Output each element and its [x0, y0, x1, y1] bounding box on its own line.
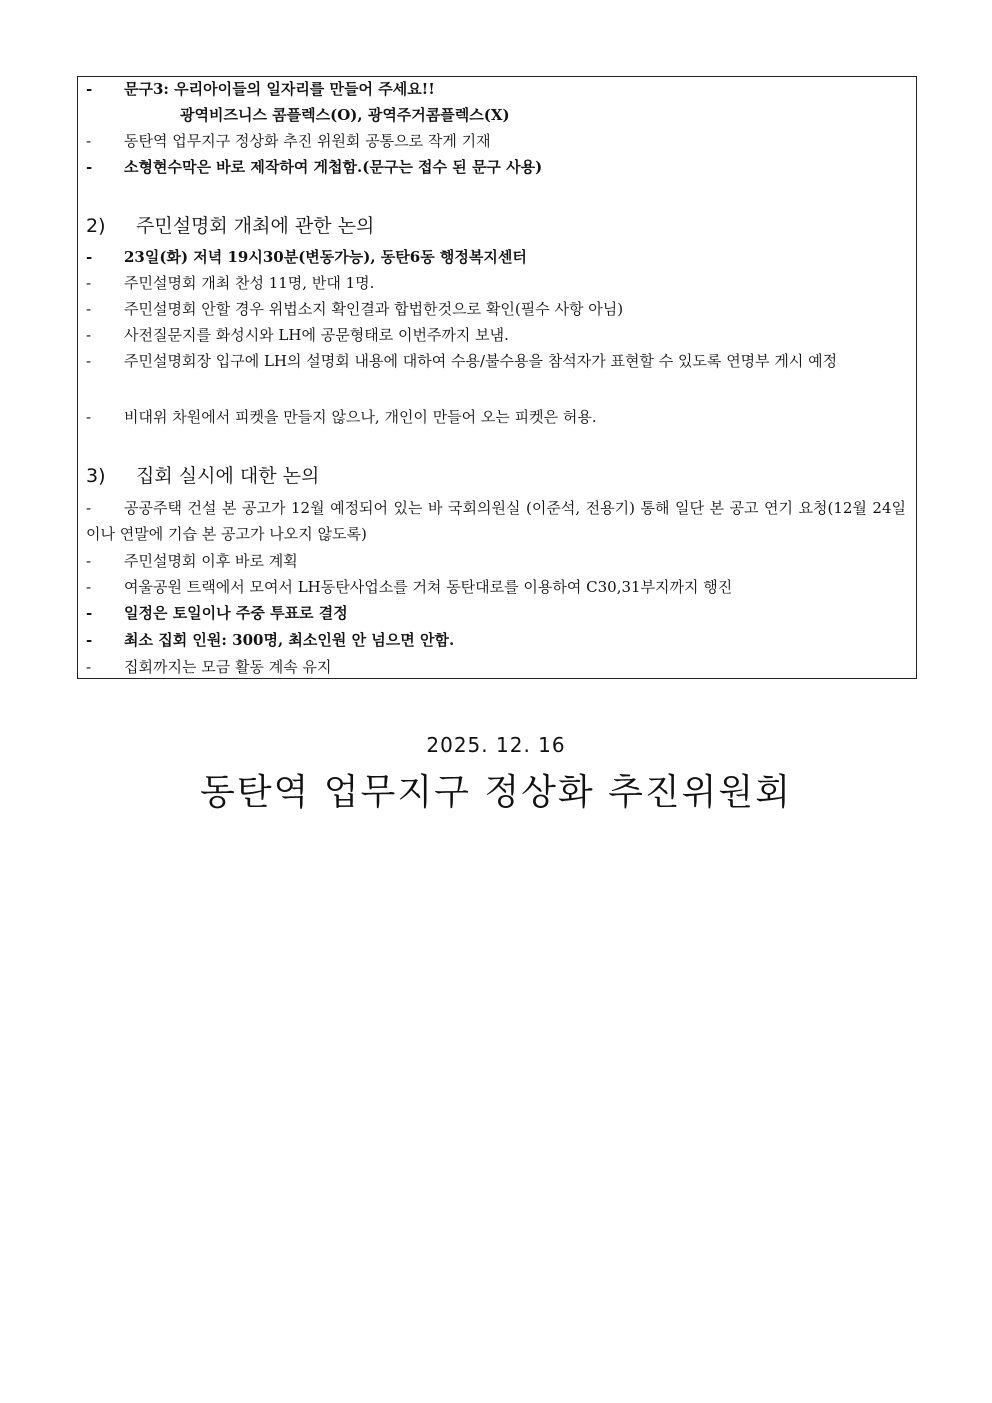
dash-bullet: -: [86, 408, 92, 426]
item-text: 일정은 토일이나 주중 투표로 결정: [124, 604, 348, 622]
list-item: [86, 157, 906, 177]
item-text: 23일(화) 저녁 19시30분(변동가능), 동탄6동 행정복지센터: [124, 248, 527, 266]
list-item-continuation: 광역비즈니스 콤플렉스(O), 광역주거콤플렉스(X): [180, 106, 510, 124]
item-text: 주민설명회 개최 찬성 11명, 반대 1명.: [124, 274, 375, 292]
dash-bullet: -: [86, 80, 93, 98]
list-item: [86, 577, 906, 597]
list-item: [86, 630, 906, 650]
item-text: 소형현수막은 바로 제작하여 게첩함.(문구는 접수 된 문구 사용): [124, 158, 543, 176]
list-item: [86, 131, 906, 151]
dash-bullet: -: [86, 158, 93, 176]
list-item: [86, 79, 906, 99]
section-heading: [86, 214, 374, 238]
dash-bullet: -: [86, 248, 93, 266]
list-item: [86, 247, 906, 267]
dash-bullet: -: [86, 604, 93, 622]
list-item: [86, 348, 906, 374]
section-number: 3): [86, 465, 106, 487]
document-date: 2025. 12. 16: [426, 733, 566, 757]
section-title: 주민설명회 개최에 관한 논의: [136, 215, 375, 237]
organization-name: 동탄역 업무지구 정상화 추진위원회: [200, 772, 792, 813]
section-number: 2): [86, 215, 106, 237]
list-item: [86, 495, 906, 547]
dash-bullet: -: [86, 499, 92, 517]
dash-bullet: -: [86, 631, 93, 649]
item-text: 여울공원 트랙에서 모여서 LH동탄사업소를 거쳐 동탄대로를 이용하여 C30,31부지까지 행진: [124, 578, 733, 596]
item-text: 주민설명회 이후 바로 계획: [124, 552, 298, 570]
item-text: 공공주택 건설 본 공고가 12월 예정되어 있는 바 국회의원실 (이준석, 전용기) 통해 일단 본 공고 연기 요청(12월 24일이나 연말에 기습 본 공고가 나오지 않도록): [86, 499, 906, 543]
list-item: [86, 603, 906, 623]
section-heading: [86, 464, 319, 488]
item-text: 집회까지는 모금 활동 계속 유지: [124, 658, 332, 676]
minutes-box: [77, 76, 917, 679]
dash-bullet: -: [86, 578, 92, 596]
dash-bullet: -: [86, 300, 92, 318]
item-text: 사전질문지를 화성시와 LH에 공문형태로 이번주까지 보냄.: [124, 326, 509, 344]
list-item: [86, 407, 906, 427]
item-text: 동탄역 업무지구 정상화 추진 위원회 공통으로 작게 기재: [124, 132, 491, 150]
dash-bullet: -: [86, 274, 92, 292]
list-item: [86, 551, 906, 571]
item-text: 문구3: 우리아이들의 일자리를 만들어 주세요!!: [124, 80, 435, 98]
dash-bullet: -: [86, 352, 92, 370]
item-text: 주민설명회장 입구에 LH의 설명회 내용에 대하여 수용/불수용을 참석자가 표현할 수 있도록 연명부 게시 예정: [124, 352, 838, 370]
list-item: [86, 273, 906, 293]
dash-bullet: -: [86, 552, 92, 570]
list-item: [86, 325, 906, 345]
list-item: [86, 657, 906, 677]
dash-bullet: -: [86, 658, 92, 676]
dash-bullet: -: [86, 326, 92, 344]
dash-bullet: -: [86, 132, 92, 150]
item-text: 주민설명회 안할 경우 위법소지 확인결과 합법한것으로 확인(필수 사항 아님): [124, 300, 624, 318]
item-text: 최소 집회 인원: 300명, 최소인원 안 넘으면 안함.: [124, 631, 455, 649]
section-title: 집회 실시에 대한 논의: [136, 465, 320, 487]
item-text: 비대위 차원에서 피켓을 만들지 않으나, 개인이 만들어 오는 피켓은 허용.: [124, 408, 597, 426]
list-item: [86, 299, 906, 319]
